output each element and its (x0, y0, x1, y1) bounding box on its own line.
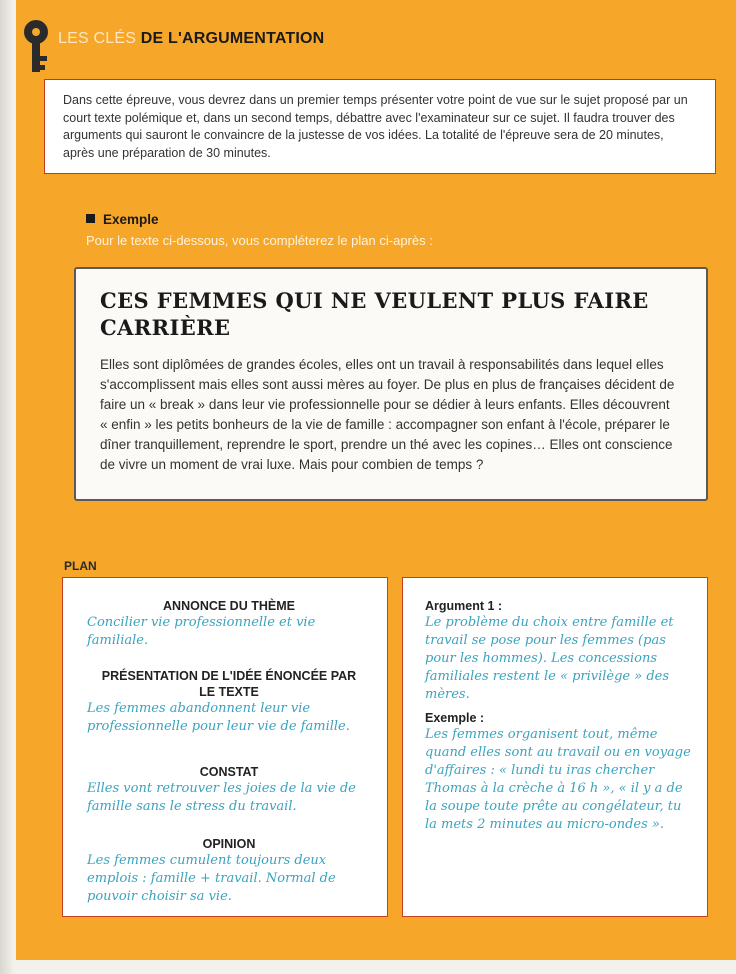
example-instruction: Pour le texte ci-dessous, vous compléterez le plan ci-après : (86, 233, 433, 248)
intro-text: Dans cette épreuve, vous devrez dans un premier temps présenter votre point de vue sur le sujet proposé par un court texte polémique et, dans un second temps, débattre avec l'examinateur sur ce sujet. Il faudra trouver des arguments qui sauront le convaincre de la justesse de vos idées. La totalité de l'épreuve sera de 20 minutes, après une préparation de 30 minutes. (63, 93, 688, 160)
exemple-text: Les femmes organisent tout, même quand elles sont au travail ou en voyage d'affaires : « lundi tu iras chercher Thomas à la crèche à 16 h », « il y a de la soupe toute prête au congélateur, tu la mets 2 minutes au micro-ondes ». (425, 727, 691, 832)
opinion-heading: OPINION (202, 837, 256, 851)
title-highlight: LES CLÉS (58, 30, 137, 47)
example-heading-text: Exemple (103, 212, 159, 227)
argument-text: Le problème du choix entre famille et travail se pose pour les femmes (pas pour les hommes). Les concessions familiales restent le « privilège » des mères. (425, 615, 674, 702)
exemple-heading: Exemple : (425, 711, 485, 725)
article-title: CES FEMMES QUI NE VEULENT PLUS FAIRE CARRIÈRE (100, 288, 649, 340)
constat-text: Elles vont retrouver les joies de la vie de famille sans le stress du travail. (87, 781, 356, 814)
theme-text: Concilier vie professionnelle et vie familiale. (87, 615, 316, 648)
plan-right-box (402, 577, 708, 917)
section-header (16, 0, 736, 52)
page-title (58, 30, 324, 48)
argument-section (425, 598, 697, 704)
theme-heading: ANNONCE DU THÈME (163, 599, 295, 613)
example-heading (86, 212, 159, 227)
article-box (74, 267, 708, 501)
idea-heading: PRÉSENTATION DE L'IDÉE ÉNONCÉE PAR LE TEXTE (101, 669, 357, 699)
idea-text: Les femmes abandonnent leur vie professionnelle pour leur vie de famille. (87, 701, 350, 734)
book-binding (0, 0, 14, 974)
theme-section (87, 598, 371, 650)
argument-heading: Argument 1 : (425, 599, 503, 613)
square-bullet-icon (86, 214, 95, 223)
opinion-text: Les femmes cumulent toujours deux emplois : famille + travail. Normal de pouvoir choisir sa vie. (87, 853, 336, 904)
opinion-section (87, 836, 371, 906)
textbook-page (16, 0, 736, 960)
article-body: Elles sont diplômées de grandes écoles, elles ont un travail à responsabilités dans lequel elles s'accomplissent mais elles sont aussi mères au foyer. De plus en plus de françaises décident de faire un « break » dans leur vie professionnelle pour se dédier à leurs enfants. Elles découvrent « enfin » les petits bonheurs de la vie de famille : accompagner son enfant à l'école, préparer le dîner tranquillement, reprendre le sport, prendre un thé avec les copines… Elles ont conscience de vivre un moment de vrai luxe. Mais pour combien de temps ? (100, 357, 675, 472)
intro-box (44, 79, 716, 174)
plan-left-box (62, 577, 388, 917)
idea-section (87, 668, 371, 736)
exemple-section (425, 710, 697, 834)
plan-label: PLAN (64, 559, 97, 573)
key-icon (20, 18, 52, 76)
title-main: DE L'ARGUMENTATION (140, 30, 325, 47)
constat-heading: CONSTAT (199, 765, 259, 779)
constat-section (87, 764, 371, 816)
